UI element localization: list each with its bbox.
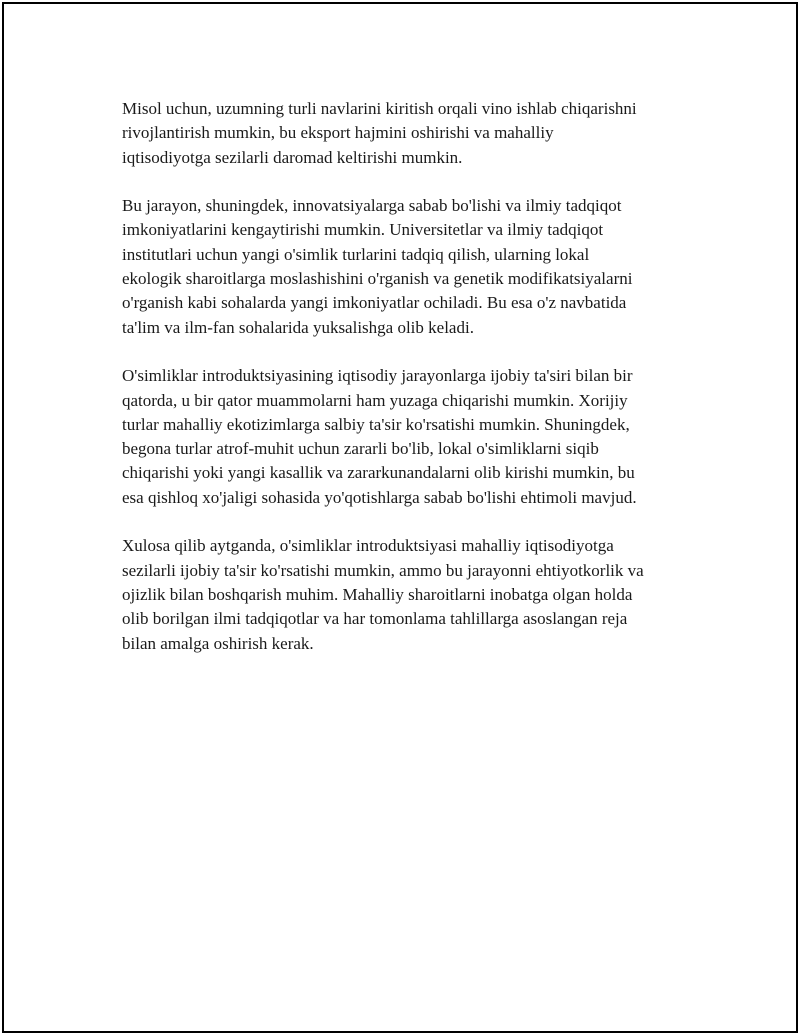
text-line: ojizlik bilan boshqarish muhim. Mahalliy sharoitlarni inobatga olgan holda [122,584,633,604]
text-line: imkoniyatlarini kengaytirishi mumkin. Universitetlar va ilmiy tadqiqot [122,220,604,240]
text-line: o'rganish kabi sohalarda yangi imkoniyatlar ochiladi. Bu esa o'z navbatida [122,293,627,313]
text-line: qatorda, u bir qator muammolarni ham yuzaga chiqarishi mumkin. Xorijiy [122,390,628,410]
text-line: begona turlar atrof-muhit uchun zararli bo'lib, lokal o'simliklarni siqib [122,439,599,459]
text-line: chiqarishi yoki yangi kasallik va zararkunandalarni olib kirishi mumkin, bu [122,463,635,483]
paragraph-3 [122,364,712,510]
text-line: O'simliklar introduktsiyasining iqtisodiy jarayonlarga ijobiy ta'siri bilan bir [122,366,633,386]
page-frame [2,2,798,1033]
paragraph-4 [122,534,712,655]
text-line: ekologik sharoitlarga moslashishini o'rganish va genetik modifikatsiyalarni [122,269,633,289]
text-line: esa qishloq xo'jaligi sohasida yo'qotishlarga sabab bo'lishi ehtimoli mavjud. [122,487,637,507]
text-line: Xulosa qilib aytganda, o'simliklar introduktsiyasi mahalliy iqtisodiyotga [122,536,614,556]
text-line: turlar mahalliy ekotizimlarga salbiy ta'sir ko'rsatishi mumkin. Shuningdek, [122,414,630,434]
text-line: Misol uchun, uzumning turli navlarini kiritish orqali vino ishlab chiqarishni [122,99,637,118]
text-line: institutlari uchun yangi o'simlik turlarini tadqiq qilish, ularning lokal [122,244,590,264]
document-body [122,97,712,680]
text-line: Bu jarayon, shuningdek, innovatsiyalarga sabab bo'lishi va ilmiy tadqiqot [122,196,622,216]
text-line: iqtisodiyotga sezilarli daromad keltirishi mumkin. [122,147,463,167]
text-line: sezilarli ijobiy ta'sir ko'rsatishi mumkin, ammo bu jarayonni ehtiyotkorlik va [122,560,644,580]
text-line: rivojlantirish mumkin, bu eksport hajmini oshirishi va mahalliy [122,123,554,143]
text-line: olib borilgan ilmi tadqiqotlar va har tomonlama tahlillarga asoslangan reja [122,609,628,629]
text-line: bilan amalga oshirish kerak. [122,633,314,653]
paragraph-1 [122,97,712,170]
text-line: ta'lim va ilm-fan sohalarida yuksalishga olib keladi. [122,317,474,337]
paragraph-2 [122,194,712,340]
